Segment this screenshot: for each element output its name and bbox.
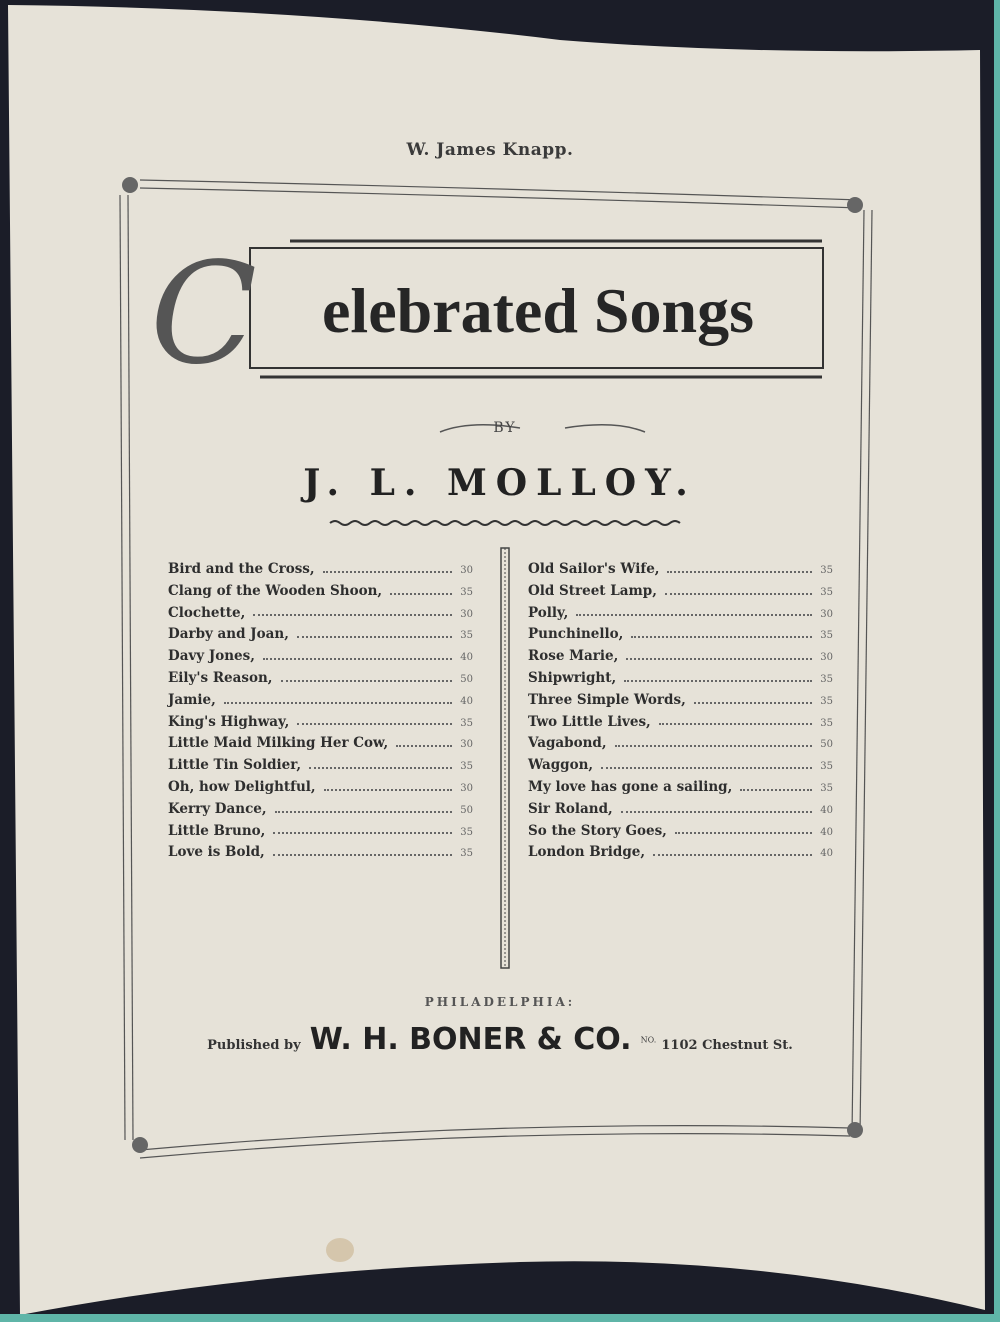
publisher-address: 1102 Chestnut St.	[661, 1038, 793, 1053]
leader-dots	[323, 571, 453, 573]
leader-dots	[631, 636, 812, 638]
corner-ornament-icon	[122, 177, 138, 193]
leader-dots	[624, 680, 812, 682]
leader-dots	[281, 680, 453, 682]
song-list-item	[168, 735, 473, 757]
song-price: 35	[820, 695, 833, 707]
published-by-label: Published by	[207, 1038, 301, 1053]
leader-dots	[659, 723, 813, 725]
song-title: Clochette,	[168, 604, 246, 621]
song-price: 35	[820, 761, 833, 773]
address-prefix: NO.	[640, 1035, 657, 1045]
corner-ornament-icon	[132, 1137, 148, 1153]
song-price: 40	[460, 695, 473, 707]
leader-dots	[253, 614, 452, 616]
song-list-item	[168, 605, 473, 627]
leader-dots	[675, 832, 812, 834]
song-list-item	[528, 648, 833, 670]
song-list-item	[528, 823, 833, 845]
song-price: 30	[820, 652, 833, 664]
song-price: 35	[460, 630, 473, 642]
song-list-item	[168, 844, 473, 866]
owner-stamp: W. James Knapp.	[406, 140, 574, 160]
song-list-item	[528, 692, 833, 714]
song-title: Davy Jones,	[168, 648, 255, 665]
song-price: 35	[820, 673, 833, 685]
song-price: 35	[820, 586, 833, 598]
song-price: 35	[460, 717, 473, 729]
song-list-item	[168, 583, 473, 605]
leader-dots	[626, 658, 812, 660]
song-title: So the Story Goes,	[528, 822, 667, 839]
paper-sheet	[8, 5, 985, 1315]
song-list-item	[528, 605, 833, 627]
song-price: 35	[820, 782, 833, 794]
song-price: 30	[460, 608, 473, 620]
composer-name: J. L. MOLLOY.	[303, 462, 697, 504]
leader-dots	[224, 702, 452, 704]
song-price: 35	[460, 761, 473, 773]
leader-dots	[273, 854, 453, 856]
song-title: Old Street Lamp,	[528, 582, 657, 599]
leader-dots	[694, 702, 812, 704]
song-list-item	[168, 626, 473, 648]
paper-stain	[326, 1238, 354, 1262]
song-price: 35	[460, 586, 473, 598]
song-title: Little Bruno,	[168, 822, 266, 839]
song-price: 40	[460, 652, 473, 664]
song-list-item	[528, 714, 833, 736]
page-title: elebrated Songs	[322, 275, 754, 346]
leader-dots	[297, 723, 452, 725]
corner-ornament-icon	[847, 197, 863, 213]
song-title: Eily's Reason,	[168, 669, 273, 686]
leader-dots	[740, 789, 812, 791]
song-list-item	[528, 757, 833, 779]
song-price: 35	[460, 826, 473, 838]
leader-dots	[309, 767, 452, 769]
leader-dots	[263, 658, 452, 660]
song-title: Jamie,	[168, 691, 216, 708]
song-title: Little Maid Milking Her Cow,	[168, 735, 389, 752]
song-price: 35	[820, 630, 833, 642]
song-title: Oh, how Delightful,	[168, 778, 316, 795]
by-label: BY	[493, 420, 517, 436]
song-list-item	[168, 757, 473, 779]
song-title: Polly,	[528, 604, 569, 621]
song-list-item	[168, 714, 473, 736]
song-price: 40	[820, 826, 833, 838]
title-ornate-initial: C	[150, 233, 258, 396]
song-title: King's Highway,	[168, 713, 290, 730]
song-list-item	[168, 670, 473, 692]
song-list-item	[528, 561, 833, 583]
song-title: Old Sailor's Wife,	[528, 561, 660, 577]
song-list-left	[168, 561, 473, 866]
song-list-item	[528, 779, 833, 801]
publisher-city: PHILADELPHIA:	[424, 995, 576, 1009]
song-title: Little Tin Soldier,	[168, 757, 302, 774]
song-price: 35	[460, 848, 473, 860]
song-title: Kerry Dance,	[168, 800, 267, 817]
song-price: 35	[820, 717, 833, 729]
song-list-item	[528, 670, 833, 692]
song-list-item	[528, 735, 833, 757]
song-price: 30	[460, 565, 473, 576]
song-title: Shipwright,	[528, 669, 617, 686]
leader-dots	[396, 745, 452, 747]
leader-dots	[390, 593, 452, 595]
song-price: 50	[820, 739, 833, 751]
song-price: 30	[460, 739, 473, 751]
song-title: Two Little Lives,	[528, 713, 651, 730]
song-price: 35	[820, 565, 833, 576]
leader-dots	[297, 636, 452, 638]
edge-strip-right	[994, 0, 1000, 1322]
song-price: 50	[460, 804, 473, 816]
song-list-item	[168, 779, 473, 801]
song-price: 40	[820, 848, 833, 860]
leader-dots	[576, 614, 812, 616]
song-title: Darby and Joan,	[168, 626, 289, 643]
song-title: My love has gone a sailing,	[528, 778, 733, 795]
edge-strip-bottom	[0, 1314, 1000, 1322]
leader-dots	[273, 832, 452, 834]
song-list-item	[168, 801, 473, 823]
song-title: Rose Marie,	[528, 648, 619, 665]
leader-dots	[324, 789, 453, 791]
song-title: Punchinello,	[528, 626, 624, 643]
publisher-name: W. H. BONER & CO.	[309, 1022, 632, 1057]
song-title: Three Simple Words,	[528, 691, 686, 708]
song-title: Waggon,	[528, 757, 594, 774]
song-list-item	[528, 844, 833, 866]
leader-dots	[667, 571, 812, 573]
song-price: 40	[820, 804, 833, 816]
leader-dots	[615, 745, 813, 747]
song-list-right	[528, 561, 833, 866]
song-price: 30	[460, 782, 473, 794]
song-title: Vagabond,	[528, 735, 607, 752]
song-list-item	[528, 583, 833, 605]
corner-ornament-icon	[847, 1122, 863, 1138]
song-title: Clang of the Wooden Shoon,	[168, 582, 383, 599]
leader-dots	[601, 767, 812, 769]
publisher-line	[140, 1022, 860, 1057]
song-list-item	[168, 692, 473, 714]
song-list-item	[168, 823, 473, 845]
song-title: Love is Bold,	[168, 844, 265, 861]
leader-dots	[653, 854, 812, 856]
song-price: 30	[820, 608, 833, 620]
leader-dots	[665, 593, 812, 595]
song-list-item	[528, 626, 833, 648]
song-list-item	[168, 561, 473, 583]
song-title: Bird and the Cross,	[168, 561, 315, 577]
leader-dots	[621, 811, 813, 813]
song-list-item	[168, 648, 473, 670]
song-title: London Bridge,	[528, 844, 646, 861]
song-list-item	[528, 801, 833, 823]
song-price: 50	[460, 673, 473, 685]
leader-dots	[275, 811, 453, 813]
song-title: Sir Roland,	[528, 800, 613, 817]
